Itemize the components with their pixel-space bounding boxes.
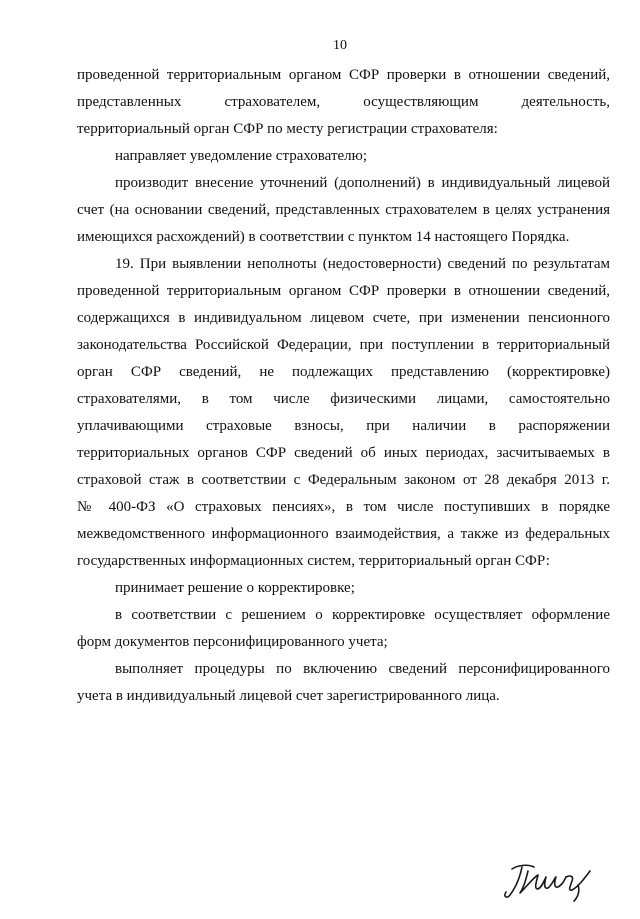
text-line: учета в индивидуальный лицевой счет зарегистрированного лица. — [77, 688, 500, 704]
text-line: выполняет процедуры по включению сведений персонифицированного — [115, 661, 610, 677]
text-line: направляет уведомление страхователю; — [115, 148, 368, 164]
text-line: содержащихся в индивидуальном лицевом счете, при изменении пенсионного — [77, 310, 610, 326]
text-line: межведомственного информационного взаимодействия, а также из федеральных — [77, 526, 610, 542]
text-line: производит внесение уточнений (дополнений) в индивидуальный лицевой — [115, 175, 610, 191]
text-line: проведенной территориальным органом СФР проверки в отношении сведений, — [77, 67, 610, 83]
text-line: № 400-ФЗ «О страховых пенсиях», в том числе поступивших в порядке — [77, 499, 610, 515]
text-line: территориальных органов СФР сведений об иных периодах, засчитываемых в — [77, 445, 610, 461]
text-line: проведенной территориальным органом СФР проверки в отношении сведений, — [77, 283, 610, 299]
text-line: орган СФР сведений, не подлежащих представлению (корректировке) — [77, 364, 610, 380]
text-line: представленных страхователем, осуществляющим деятельность, — [77, 94, 610, 110]
handwritten-signature — [498, 855, 598, 905]
text-line: в соответствии с решением о корректировке осуществляет оформление — [115, 607, 610, 623]
text-line: счет (на основании сведений, представленных страхователем в целях устранения — [77, 202, 610, 218]
text-line: государственных информационных систем, территориальный орган СФР: — [77, 553, 550, 569]
text-line: принимает решение о корректировке; — [115, 580, 355, 596]
page-number: 10 — [333, 38, 347, 53]
text-line: страховой стаж в соответствии с Федеральным законом от 28 декабря 2013 г. — [77, 472, 610, 488]
text-line: уплачивающими страховые взносы, при наличии в распоряжении — [77, 418, 610, 434]
text-line: страхователями, в том числе физическими лицами, самостоятельно — [77, 391, 610, 407]
document-body — [77, 62, 610, 710]
text-line: 19. При выявлении неполноты (недостоверности) сведений по результатам — [115, 256, 610, 272]
text-line: законодательства Российской Федерации, при поступлении в территориальный — [77, 337, 610, 353]
text-line: территориальный орган СФР по месту регистрации страхователя: — [77, 121, 498, 137]
text-line: имеющихся расхождений) в соответствии с пунктом 14 настоящего Порядка. — [77, 229, 570, 245]
text-line: форм документов персонифицированного учета; — [77, 634, 388, 650]
